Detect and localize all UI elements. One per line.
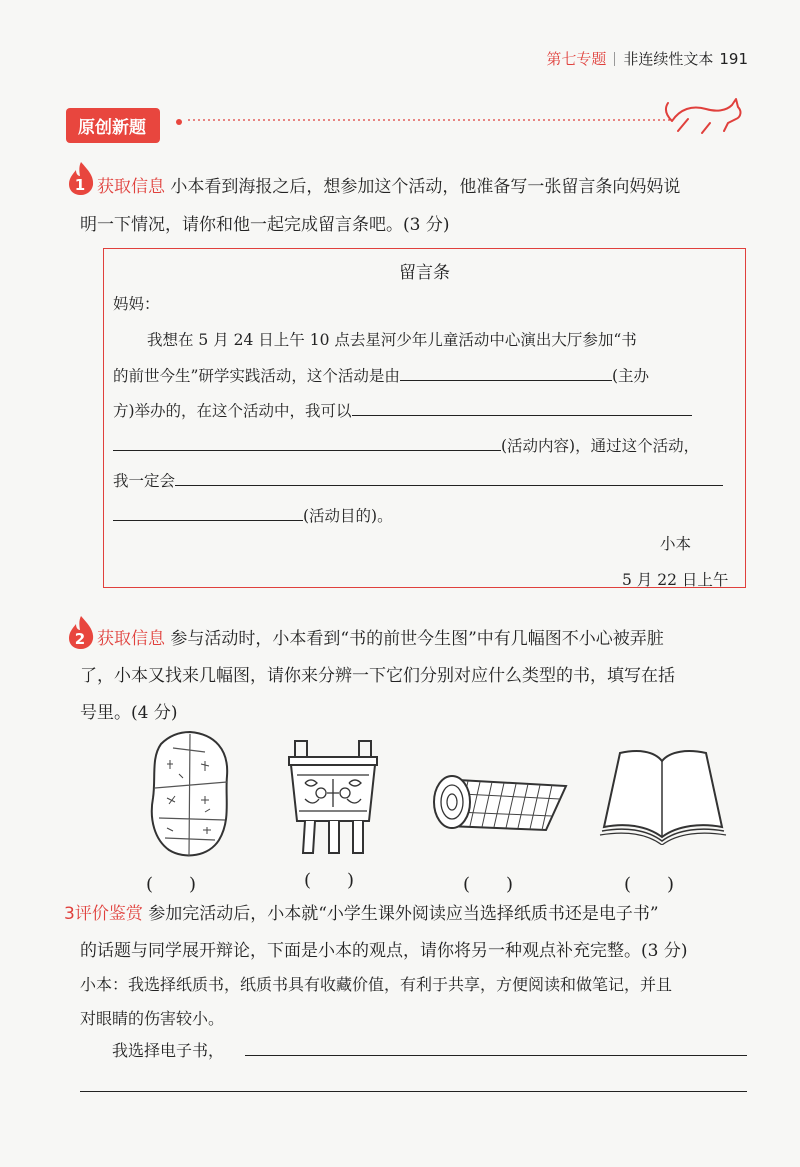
header-divider xyxy=(614,52,615,66)
question-2-text-1: 参与活动时，小本看到“书的前世今生图”中有几幅图不小心被弄脏 xyxy=(170,629,664,649)
question-3-answer-prefix: 我选择电子书， xyxy=(112,1041,225,1060)
question-1 xyxy=(97,168,757,206)
question-3-text-1: 参加完活动后，小本就“小学生课外阅读应当选择纸质书还是电子书” xyxy=(148,904,659,924)
answer-blank-4[interactable]: ( ) xyxy=(624,874,675,895)
activity-purpose-blank-2[interactable] xyxy=(113,502,303,521)
note-line-4-suffix: (活动内容)，通过这个活动， xyxy=(501,437,700,455)
answer-line-1[interactable] xyxy=(245,1054,747,1056)
paper-book-image xyxy=(598,745,728,845)
question-3-number: 3 xyxy=(64,904,75,924)
note-title: 留言条 xyxy=(399,263,450,283)
note-line-5 xyxy=(113,463,745,499)
section-label: 第七专题 xyxy=(546,50,607,68)
flame-number-icon-2 xyxy=(66,614,96,650)
cat-icon xyxy=(666,99,741,133)
question-2-text-3: 号里。(4 分) xyxy=(80,703,178,723)
bamboo-slip-scroll-image xyxy=(428,760,578,835)
activity-content-blank-2[interactable] xyxy=(113,432,501,451)
note-line-3 xyxy=(113,393,745,429)
section-title: 非连续性文本 xyxy=(623,50,714,68)
section-banner: 原创新题 xyxy=(66,108,160,143)
answer-blank-2[interactable]: ( ) xyxy=(304,870,355,891)
note-line-2-suffix: (主办 xyxy=(611,367,649,385)
note-line-3-text: 方)举办的，在这个活动中，我可以 xyxy=(113,402,352,420)
note-signature: 小本 xyxy=(660,535,692,553)
note-line-6-suffix: (活动目的)。 xyxy=(303,507,393,525)
note-line-6 xyxy=(113,498,745,534)
question-1-text-2: 明一下情况，请你和他一起完成留言条吧。(3 分) xyxy=(80,215,450,235)
question-3-tag: 评价鉴赏 xyxy=(74,904,143,924)
question-3-view-2: 对眼睛的伤害较小。 xyxy=(80,1009,225,1028)
question-2-text-2: 了，小本又找来几幅图，请你来分辨一下它们分别对应什么类型的书，填写在括 xyxy=(80,666,675,686)
banner-decoration xyxy=(180,95,750,140)
note-line-2 xyxy=(113,358,745,394)
answer-line-2[interactable] xyxy=(80,1090,747,1092)
svg-text:2: 2 xyxy=(74,630,86,648)
question-2 xyxy=(97,620,757,658)
answer-blank-1[interactable]: ( ) xyxy=(146,874,197,895)
question-3-view-1: 小本：我选择纸质书，纸质书具有收藏价值，有利于共享，方便阅读和做笔记，并且 xyxy=(80,975,673,994)
note-line-4 xyxy=(113,428,745,464)
flame-number-icon-1 xyxy=(66,160,96,196)
question-3 xyxy=(64,895,764,933)
note-line-2-text: 的前世今生”研学实践活动，这个活动是由 xyxy=(113,367,400,385)
organizer-blank[interactable] xyxy=(400,362,612,381)
activity-content-blank-1[interactable] xyxy=(352,397,692,416)
note-salutation: 妈妈： xyxy=(113,295,160,313)
page-header xyxy=(546,48,748,69)
note-line-5-text: 我一定会 xyxy=(113,472,176,490)
question-1-tag: 获取信息 xyxy=(97,177,165,197)
question-2-tag: 获取信息 xyxy=(97,629,165,649)
oracle-bone-image xyxy=(145,728,235,863)
answer-blank-3[interactable]: ( ) xyxy=(463,874,514,895)
question-3-text-2: 的话题与同学展开辩论，下面是小本的观点，请你将另一种观点补充完整。(3 分) xyxy=(80,941,688,961)
activity-purpose-blank-1[interactable] xyxy=(175,467,723,486)
note-line-1: 我想在 5 月 24 日上午 10 点去星河少年儿童活动中心演出大厅参加“书 xyxy=(147,331,637,349)
question-1-text-1: 小本看到海报之后，想参加这个活动，他准备写一张留言条向妈妈说 xyxy=(170,177,681,197)
page-number: 191 xyxy=(719,50,748,68)
note-date: 5 月 22 日上午 xyxy=(622,571,729,589)
svg-text:1: 1 xyxy=(74,176,86,194)
bronze-vessel-image xyxy=(283,735,383,860)
